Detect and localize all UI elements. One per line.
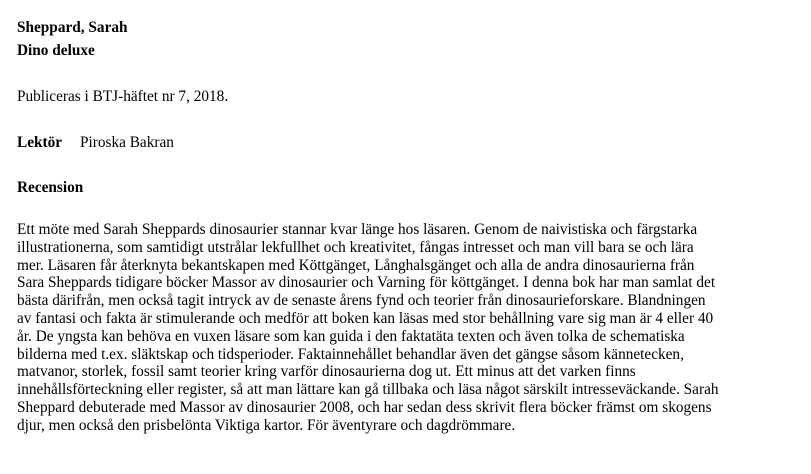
reviewer-name: Piroska Bakran: [80, 134, 174, 151]
review-line: djur, men också den prisbelönta Viktiga kartor. För äventyrare och dagdrömmare.: [17, 416, 516, 434]
review-line: innehållsförteckning eller register, så att man lättare kan gå tillbaka och läsa något särskilt intresseväckande. Sarah: [17, 381, 719, 399]
reviewer-label: Lektör: [17, 134, 63, 151]
author-name: Sheppard, Sarah: [17, 19, 128, 36]
reviewer-row: [17, 133, 174, 153]
review-line: år. De yngsta kan behöva en vuxen läsare som kan guida i den faktatäta texten och även tolka de schematiska: [17, 327, 685, 345]
publication-info: Publiceras i BTJ-häftet nr 7, 2018.: [17, 88, 229, 105]
review-line: av fantasi och fakta är stimulerande och medför att boken kan läsas med stor behållning vare sig man är 4 eller 40: [17, 309, 714, 327]
review-line: matvanor, storlek, fossil samt teorier kring varför dinosaurierna dog ut. Ett minus att det varken finns: [17, 363, 636, 381]
review-heading: Recension: [17, 179, 84, 196]
book-title: Dino deluxe: [17, 42, 95, 59]
review-line: illustrationerna, som samtidigt utstrålar lekfullhet och kreativitet, fångas intresset och man vill bara se och lära: [17, 238, 694, 256]
review-text: [17, 221, 797, 435]
review-line: Sheppard debuterade med Massor av dinosaurier 2008, och har sedan dess skrivit flera böcker främst om skogens: [17, 398, 712, 416]
review-line: bästa därifrån, men också tagit intryck av de senaste årens fynd och teorier från dinosaurieforskare. Blandningen: [17, 292, 706, 310]
review-line: mer. Läsaren får återknyta bekantskapen med Köttgänget, Långhalsgänget och alla de andra dinosaurierna från: [17, 256, 695, 274]
review-line: bilderna med t.ex. släktskap och tidsperioder. Faktainnehållet behandlar även det gängse såsom kännetecken,: [17, 345, 684, 363]
review-line: Ett möte med Sarah Sheppards dinosaurier stannar kvar länge hos läsaren. Genom de naivistiska och färgstarka: [17, 221, 698, 238]
review-line: Sara Sheppards tidigare böcker Massor av dinosaurier och Varning för köttgänget. I denna bok har man samlat det: [17, 274, 716, 292]
